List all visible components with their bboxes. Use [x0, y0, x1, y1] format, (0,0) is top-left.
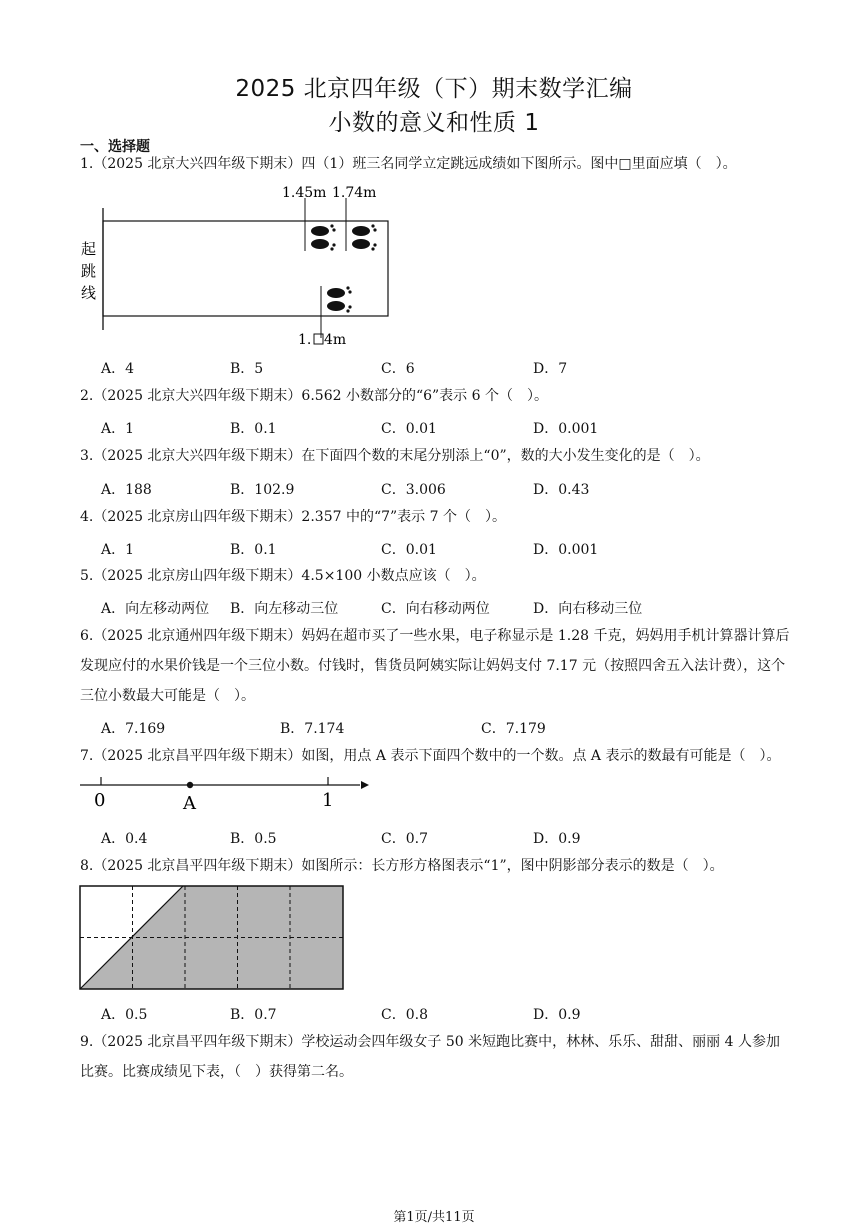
shaded-region	[80, 886, 343, 989]
section-heading: 一、选择题	[80, 139, 150, 155]
option-b[interactable]: B．7.174	[280, 721, 345, 737]
option-a[interactable]: A．188	[101, 482, 152, 498]
options-q6	[101, 718, 801, 738]
long-jump-figure	[78, 178, 398, 353]
option-a[interactable]: A．0.5	[101, 1007, 148, 1023]
jump-label-c2: 4m	[324, 332, 347, 348]
page-footer: 第1页/共11页	[393, 1210, 475, 1225]
options-q5	[101, 598, 801, 618]
option-d[interactable]: D．0.001	[533, 542, 599, 558]
question-2: 2.（2025 北京大兴四年级下期末）6.562 小数部分的“6”表示 6 个（ ）。	[80, 388, 548, 404]
option-b[interactable]: B．0.7	[230, 1007, 277, 1023]
question-7: 7.（2025 北京昌平四年级下期末）如图，用点 A 表示下面四个数中的一个数。点 A 表示的数最有可能是（ ）。	[80, 748, 781, 764]
question-3: 3.（2025 北京大兴四年级下期末）在下面四个数的末尾分别添上“0”，数的大小发生变化的是（ ）。	[80, 448, 710, 464]
options-q2	[101, 418, 801, 438]
jump-label-c: 1.	[298, 332, 312, 348]
footprint-icon	[352, 224, 377, 250]
number-line-zero: 0	[94, 790, 106, 811]
blank-box	[314, 334, 323, 344]
option-a[interactable]: A．4	[101, 361, 135, 377]
option-c[interactable]: C．0.01	[381, 421, 437, 437]
question-5: 5.（2025 北京房山四年级下期末）4.5×100 小数点应该（ ）。	[80, 568, 486, 584]
jump-label-b: 1.74m	[332, 185, 377, 201]
option-c[interactable]: C．0.7	[381, 831, 428, 847]
option-c[interactable]: C．6	[381, 361, 415, 377]
grid-figure	[78, 884, 346, 992]
number-line-figure	[78, 772, 378, 814]
option-c[interactable]: C．向右移动两位	[381, 601, 490, 617]
start-line-char-3: 线	[81, 284, 97, 302]
option-a[interactable]: A．1	[101, 421, 135, 437]
start-line-char-2: 跳	[81, 262, 97, 280]
option-d[interactable]: D．0.001	[533, 421, 599, 437]
question-9: 9.（2025 北京昌平四年级下期末）学校运动会四年级女子 50 米短跑比赛中，林林、乐乐、甜甜、丽丽 4 人参加比赛。比赛成绩见下表，（ ）获得第二名。	[80, 1034, 780, 1080]
options-q1	[101, 358, 801, 378]
options-q7	[101, 828, 801, 848]
option-c[interactable]: C．3.006	[381, 482, 446, 498]
footprint-icon	[311, 224, 336, 250]
page-subtitle: 小数的意义和性质 1	[328, 110, 540, 136]
point-a-dot	[187, 782, 193, 788]
page-title: 2025 北京四年级（下）期末数学汇编	[235, 76, 633, 102]
option-c[interactable]: C．0.01	[381, 542, 437, 558]
number-line-point-a: A	[183, 793, 196, 814]
option-b[interactable]: B．0.5	[230, 831, 277, 847]
option-a[interactable]: A．1	[101, 542, 135, 558]
option-d[interactable]: D．0.43	[533, 482, 590, 498]
option-c[interactable]: C．7.179	[481, 721, 546, 737]
option-a[interactable]: A．0.4	[101, 831, 148, 847]
option-b[interactable]: B．0.1	[230, 542, 277, 558]
option-b[interactable]: B．102.9	[230, 482, 295, 498]
options-q3	[101, 479, 801, 499]
option-c[interactable]: C．0.8	[381, 1007, 428, 1023]
number-line-one: 1	[322, 790, 334, 811]
option-a[interactable]: A．向左移动两位	[101, 601, 210, 617]
option-b[interactable]: B．向左移动三位	[230, 601, 339, 617]
question-1: 1.（2025 北京大兴四年级下期末）四（1）班三名同学立定跳远成绩如下图所示。图中□里面应填（ ）。	[80, 156, 737, 172]
options-q8	[101, 1004, 801, 1024]
option-d[interactable]: D．0.9	[533, 1007, 581, 1023]
question-4: 4.（2025 北京房山四年级下期末）2.357 中的“7”表示 7 个（ ）。	[80, 509, 506, 525]
options-q4	[101, 539, 801, 559]
footprint-icon	[327, 286, 352, 312]
option-b[interactable]: B．5	[230, 361, 264, 377]
question-6: 6.（2025 北京通州四年级下期末）妈妈在超市买了一些水果，电子称显示是 1.28 千克，妈妈用手机计算器计算后发现应付的水果价钱是一个三位小数。付钱时，售货员阿姨实际让妈妈支付 7.17 元（按照四舍五入法计费），这个三位小数最大可能是（ ）。	[80, 628, 790, 704]
option-d[interactable]: D．向右移动三位	[533, 601, 643, 617]
start-line-char-1: 起	[81, 240, 97, 258]
jump-label-a: 1.45m	[282, 185, 327, 201]
option-b[interactable]: B．0.1	[230, 421, 277, 437]
option-d[interactable]: D．0.9	[533, 831, 581, 847]
option-d[interactable]: D．7	[533, 361, 568, 377]
question-8: 8.（2025 北京昌平四年级下期末）如图所示：长方形方格图表示“1”，图中阴影部分表示的数是（ ）。	[80, 858, 724, 874]
option-a[interactable]: A．7.169	[101, 721, 166, 737]
